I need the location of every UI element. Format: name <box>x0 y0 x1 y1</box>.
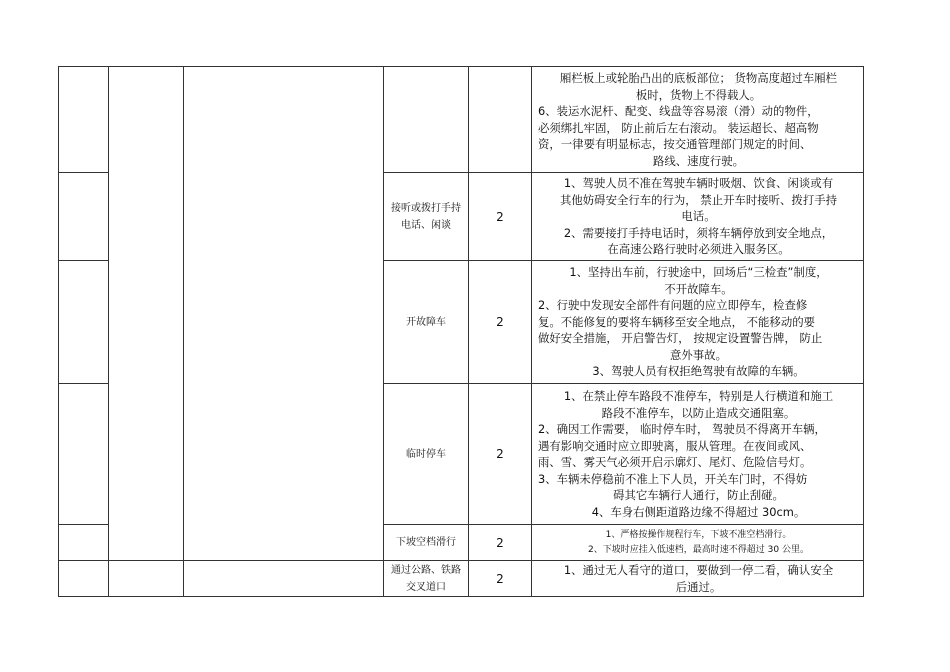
requirement-line: 路段不准停车，以防止造成交通阻塞。 <box>601 405 796 420</box>
empty-cell <box>184 67 384 561</box>
requirement-line: 在高速公路行驶时必须进入服务区。 <box>607 242 790 257</box>
empty-cell <box>59 384 109 525</box>
item-name-cell: 接听或拨打手持电话、闲谈 <box>384 173 469 261</box>
score-cell: 2 <box>469 525 532 561</box>
empty-cell <box>59 261 109 384</box>
requirement-line: 2、需要接打手持电话时，须将车辆停放到安全地点， <box>563 225 834 240</box>
score-cell: 2 <box>469 561 532 597</box>
requirement-line: 1、严格按操作规程行车，下坡不准空档滑行。 <box>605 530 792 540</box>
score-cell: 2 <box>469 384 532 525</box>
requirement-line: 遇有影响交通时应立即驶离，服从管理。在夜间或风、 <box>538 438 812 453</box>
item-name-cell <box>384 67 469 173</box>
requirement-line: 资，一律要有明显标志，按交通管理部门规定的时间、 <box>538 137 812 151</box>
item-name-cell: 临时停车 <box>384 384 469 525</box>
empty-cell <box>109 67 184 561</box>
requirement-line: 6、装运水泥杆、配变、线盘等容易滚（滑）动的物件， <box>538 104 819 118</box>
requirement-line: 2、确因工作需要， 临时停车时， 驾驶员不得离开车辆， <box>538 422 826 436</box>
requirement-line: 1、在禁止停车路段不准停车，特别是人行横道和施工 <box>563 389 834 403</box>
requirement-line: 必须绑扎牢固， 防止前后左右滚动。 装运超长、超高物 <box>538 120 819 135</box>
empty-cell <box>59 561 109 597</box>
requirements-cell <box>532 67 864 173</box>
requirements-cell <box>532 525 864 561</box>
requirement-line: 碍其它车辆行人通行，防止刮碰。 <box>613 488 784 502</box>
item-name-cell: 开故障车 <box>384 261 469 384</box>
requirement-line: 2、行驶中发现安全部件有问题的应立即停车，检查修 <box>538 298 808 313</box>
requirement-line: 不开故障车。 <box>664 281 733 296</box>
requirement-line: 电话。 <box>681 209 716 224</box>
empty-cell <box>184 561 384 597</box>
item-name-cell: 通过公路、铁路交叉道口 <box>384 561 469 597</box>
requirement-line: 板时，货物上不得载人。 <box>635 87 762 102</box>
empty-cell <box>59 525 109 561</box>
requirements-cell <box>532 384 864 525</box>
requirement-line: 3、驾驶人员有权拒绝驾驶有故障的车辆。 <box>592 364 805 379</box>
empty-cell <box>109 561 184 597</box>
score-cell: 2 <box>469 173 532 261</box>
empty-cell <box>59 173 109 261</box>
table-row <box>59 67 864 173</box>
requirement-line: 雨、雪、雾天气必须开启示廓灯、尾灯、危险信号灯。 <box>538 455 812 469</box>
requirement-line: 厢栏板上或轮胎凸出的底板部位； 货物高度超过车厢栏 <box>560 71 837 85</box>
empty-cell <box>59 67 109 173</box>
requirement-line: 1、通过无人看守的道口，要做到一停二看，确认安全 <box>563 563 834 577</box>
requirement-line: 复。不能修复的要将车辆移至安全地点， 不能移动的要 <box>538 314 815 329</box>
requirement-line: 后通过。 <box>675 579 722 594</box>
requirement-line: 做好安全措施， 开启警告灯， 按规定设置警告牌， 防止 <box>538 331 823 346</box>
requirement-line: 2、下坡时应挂入低速档，最高时速不得超过 30 公里。 <box>588 544 809 555</box>
requirements-cell <box>532 261 864 384</box>
requirements-cell <box>532 173 864 261</box>
item-name-cell: 下坡空档滑行 <box>384 525 469 561</box>
requirement-line: 3、车辆未停稳前不准上下人员，开关车门时，不得妨 <box>538 471 808 486</box>
requirement-line: 1、驾驶人员不准在驾驶车辆时吸烟、饮食、闲谈或有 <box>563 176 834 191</box>
requirements-cell <box>532 561 864 597</box>
requirement-line: 路线、速度行驶。 <box>652 153 745 168</box>
score-cell <box>469 67 532 173</box>
table-row <box>59 561 864 597</box>
inspection-table <box>58 66 864 597</box>
requirement-line: 意外事故。 <box>670 347 727 362</box>
score-cell: 2 <box>469 261 532 384</box>
requirement-line: 其他妨碍安全行车的行为， 禁止开车时接听、拨打手持 <box>560 192 837 207</box>
requirement-line: 4、车身右侧距道路边缘不得超过 30cm。 <box>591 504 806 519</box>
requirement-line: 1、坚持出车前，行驶途中，回场后“三检查”制度， <box>569 265 828 280</box>
